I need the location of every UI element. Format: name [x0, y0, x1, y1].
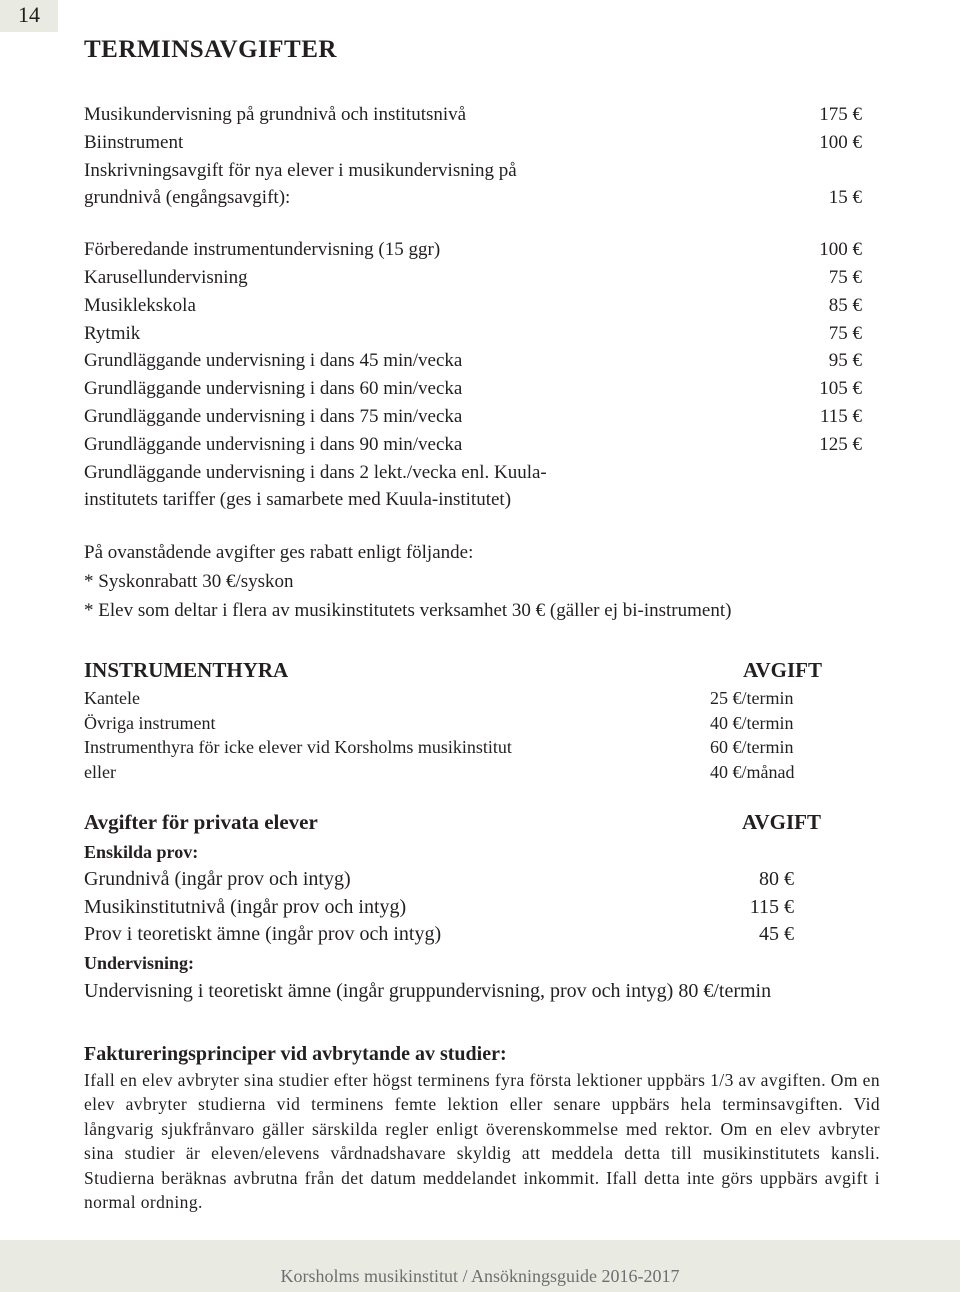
fee-row	[84, 236, 862, 264]
invoicing-body: Ifall en elev avbryter sina studier efter högst terminens fyra första lektioner uppbärs 1/3 av avgiften. Om en elev avbryter studierna vid terminens femte lektion eller senare uppbärs hela terminsavgiften. Vid långvarig sjukfrånvaro gäller särskilda regler enligt överenskommelse med rektor. Om en elev avbryter sina studier är eleven/elevens vårdnadshavare skyldig att meddela detta till musikinstitutets kansli. Studierna beräknas avbrutna från det datum meddelandet inkommit. Ifall detta inte görs uppbärs avgift i normal ordning.	[84, 1070, 880, 1213]
exam-amount: 115 €	[749, 895, 794, 918]
fee-row	[84, 403, 862, 431]
fee-label: Grundläggande undervisning i dans 60 min/vecka	[84, 378, 463, 400]
fee-amount: 175 €	[819, 104, 862, 125]
discount-item: * Elev som deltar i flera av musikinstitutets verksamhet 30 € (gäller ej bi-instrument)	[84, 600, 732, 621]
fee-label: Biinstrument	[84, 131, 184, 153]
fee-label: grundnivå (engångsavgift):	[84, 187, 291, 209]
rental-amount: 40 €/månad	[710, 762, 795, 783]
fee-label: Musikundervisning på grundnivå och institutsnivå	[84, 104, 467, 125]
footer-text: Korsholms musikinstitut / Ansökningsguide 2016-2017	[280, 1266, 680, 1286]
discount-intro: På ovanstådende avgifter ges rabatt enligt följande:	[84, 542, 474, 563]
fee-row	[84, 320, 862, 348]
exam-row	[84, 894, 884, 922]
fee-row	[84, 292, 862, 320]
fee-row	[84, 347, 862, 375]
fee-amount: 115 €	[819, 405, 862, 427]
spacer	[84, 212, 862, 236]
rental-label: Instrumenthyra för icke elever vid Korsholms musikinstitut	[84, 737, 512, 758]
exam-label: Grundnivå (ingår prov och intyg)	[84, 868, 351, 890]
invoicing-heading: Faktureringsprinciper vid avbrytande av studier:	[84, 1043, 507, 1065]
rental-amount: 40 €/termin	[710, 712, 794, 733]
fee-amount: 95 €	[828, 350, 862, 372]
fee-row	[84, 184, 862, 212]
fee-list	[84, 101, 862, 514]
instrument-rental-header	[84, 658, 840, 686]
fee-label: Grundläggande undervisning i dans 90 min/vecka	[84, 433, 463, 455]
exams-heading: Enskilda prov:	[84, 842, 199, 862]
fee-label: Grundläggande undervisning i dans 45 min/vecka	[84, 350, 463, 372]
rental-label: Övriga instrument	[84, 712, 216, 733]
discount-section	[84, 538, 884, 625]
page-number: 14	[18, 2, 40, 27]
rental-row	[84, 686, 840, 711]
fee-label: Förberedande instrumentundervisning (15 ggr)	[84, 239, 441, 261]
fee-label: Rytmik	[84, 322, 141, 344]
exam-row	[84, 866, 884, 894]
rental-label: Kantele	[84, 688, 140, 708]
discount-item: * Syskonrabatt 30 €/syskon	[84, 571, 294, 592]
instrument-rental-section	[84, 658, 840, 785]
dance-two-lessons-line1: Grundläggande undervisning i dans 2 lekt./vecka enl. Kuula-	[84, 461, 547, 483]
fee-amount: 85 €	[828, 294, 862, 316]
exam-label: Musikinstitutnivå (ingår prov och intyg)	[84, 895, 407, 918]
fee-column-heading: AVGIFT	[743, 658, 822, 682]
rental-row	[84, 711, 840, 736]
fee-amount: 125 €	[819, 433, 862, 455]
teaching-heading: Undervisning:	[84, 952, 195, 973]
page-title: TERMINSAVGIFTER	[84, 36, 337, 63]
fee-row	[84, 101, 862, 129]
fee-amount: 75 €	[828, 266, 862, 288]
fee-amount: 15 €	[828, 187, 862, 209]
fee-label: Musiklekskola	[84, 294, 196, 316]
exam-amount: 45 €	[759, 923, 794, 946]
rental-row	[84, 735, 840, 760]
fee-amount: 75 €	[828, 322, 862, 344]
rental-row	[84, 760, 840, 785]
fee-amount: 105 €	[819, 378, 862, 400]
private-students-heading: Avgifter för privata elever	[84, 810, 318, 834]
private-students-header	[84, 810, 884, 838]
fee-row	[84, 129, 862, 157]
dance-two-lessons-line2: institutets tariffer (ges i samarbete med Kuula-institutet)	[84, 489, 512, 511]
fee-label: Grundläggande undervisning i dans 75 min/vecka	[84, 405, 463, 427]
instrument-rental-heading: INSTRUMENTHYRA	[84, 658, 289, 682]
exam-label: Prov i teoretiskt ämne (ingår prov och intyg)	[84, 923, 442, 946]
teaching-line: Undervisning i teoretiskt ämne (ingår gruppundervisning, prov och intyg) 80 €/termin	[84, 979, 772, 1002]
fee-amount: 100 €	[819, 131, 862, 153]
fee-row	[84, 431, 862, 459]
fee-row	[84, 264, 862, 292]
registration-fee-line1: Inskrivningsavgift för nya elever i musikundervisning på	[84, 159, 517, 181]
fee-amount: 100 €	[819, 239, 862, 261]
fee-label: Karusellundervisning	[84, 266, 248, 288]
fee-column-heading: AVGIFT	[742, 810, 821, 834]
rental-amount: 60 €/termin	[710, 737, 794, 758]
fee-row	[84, 375, 862, 403]
exam-amount: 80 €	[759, 868, 794, 890]
rental-label: eller	[84, 762, 116, 783]
invoicing-section	[84, 1040, 880, 1214]
rental-amount: 25 €/termin	[710, 688, 794, 708]
exam-row	[84, 921, 884, 949]
private-students-section	[84, 810, 884, 1005]
